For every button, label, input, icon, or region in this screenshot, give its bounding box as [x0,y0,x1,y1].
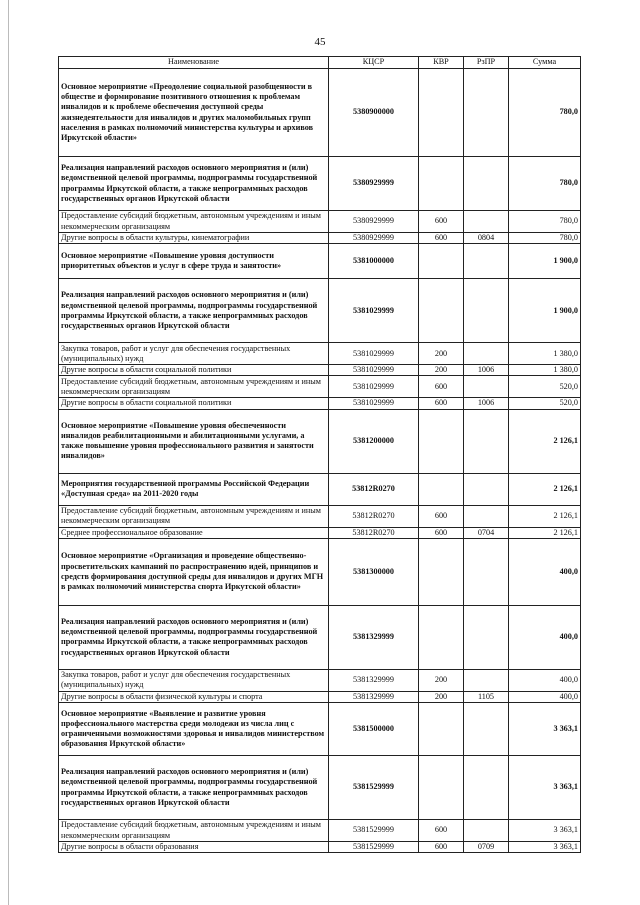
row-kcsr: 5380900000 [329,69,419,157]
row-rzpr [464,409,509,473]
row-rzpr [464,244,509,279]
row-kcsr: 53812R0270 [329,505,419,527]
row-rzpr [464,505,509,527]
table-row [59,691,581,702]
scan-edge [8,0,9,905]
row-name: Мероприятия государственной программы Российской Федерации «Доступная среда» на 2011-2020 годы [59,473,329,505]
row-kcsr: 53812R0270 [329,527,419,538]
row-name: Основное мероприятие «Организация и проведение общественно-просветительских кампаний по распространению идей, принципов и средств формирования доступной среды для инвалидов и других МГН в рамках полномочий министерства спорта Иркутской области» [59,538,329,605]
row-name: Основное мероприятие «Выявление и развитие уровня профессионального мастерства среди молодежи из числа лиц с ограниченными возможностями здоровья и инвалидов министерством образования Иркутской области» [59,703,329,756]
row-kvr: 200 [419,365,464,376]
row-kcsr: 5380929999 [329,211,419,233]
row-sum: 400,0 [509,605,581,669]
row-sum: 3 363,1 [509,842,581,853]
row-kcsr: 53812R0270 [329,473,419,505]
table-header-row [59,57,581,69]
table-row [59,233,581,244]
row-sum: 400,0 [509,538,581,605]
table-row [59,505,581,527]
table-row [59,605,581,669]
table-row [59,703,581,756]
row-name: Предоставление субсидий бюджетным, автономным учреждениям и иным некоммерческим организациям [59,376,329,398]
row-kvr: 600 [419,842,464,853]
header-kvr: КВР [419,57,464,69]
row-sum: 1 380,0 [509,365,581,376]
row-sum: 2 126,1 [509,409,581,473]
table-row [59,157,581,211]
header-name: Наименование [59,57,329,69]
row-kvr [419,244,464,279]
row-name: Другие вопросы в области культуры, кинематографии [59,233,329,244]
row-name: Предоставление субсидий бюджетным, автономным учреждениям и иным некоммерческим организациям [59,820,329,842]
row-kcsr: 5381029999 [329,279,419,343]
row-kvr [419,473,464,505]
budget-table [58,56,581,853]
row-sum: 1 380,0 [509,343,581,365]
header-rzpr: РзПР [464,57,509,69]
row-kcsr: 5381529999 [329,842,419,853]
row-kvr [419,279,464,343]
row-name: Реализация направлений расходов основного мероприятия и (или) ведомственной целевой программы, подпрограммы государственной программы Иркутской области, а также непрограммных расходов государственных органов Иркутской области [59,157,329,211]
table-row [59,376,581,398]
row-name: Основное мероприятие «Повышение уровня обеспеченности инвалидов реабилитационными и абилитационными услугами, а также повышение уровня профессионального развития и занятости инвалидов» [59,409,329,473]
row-sum: 3 363,1 [509,820,581,842]
table-row [59,69,581,157]
row-sum: 780,0 [509,157,581,211]
table-row [59,279,581,343]
row-rzpr: 0709 [464,842,509,853]
row-kvr [419,69,464,157]
row-sum: 1 900,0 [509,244,581,279]
row-sum: 400,0 [509,691,581,702]
row-rzpr [464,756,509,820]
row-name: Другие вопросы в области социальной политики [59,365,329,376]
row-kcsr: 5381329999 [329,691,419,702]
row-kvr [419,756,464,820]
table-row [59,669,581,691]
header-kcsr: КЦСР [329,57,419,69]
row-kcsr: 5381029999 [329,398,419,409]
table-row [59,842,581,853]
row-sum: 3 363,1 [509,756,581,820]
row-kvr: 600 [419,527,464,538]
row-kcsr: 5381529999 [329,756,419,820]
row-sum: 520,0 [509,376,581,398]
row-name: Основное мероприятие «Повышение уровня доступности приоритетных объектов и услуг в сфере труда и занятости» [59,244,329,279]
row-kvr: 200 [419,691,464,702]
row-kvr [419,538,464,605]
row-kcsr: 5381029999 [329,376,419,398]
row-kcsr: 5381329999 [329,669,419,691]
row-rzpr [464,69,509,157]
row-rzpr: 1006 [464,365,509,376]
row-kcsr: 5381329999 [329,605,419,669]
header-sum: Сумма [509,57,581,69]
row-kcsr: 5381300000 [329,538,419,605]
row-rzpr [464,605,509,669]
row-name: Предоставление субсидий бюджетным, автономным учреждениям и иным некоммерческим организациям [59,211,329,233]
table-row [59,244,581,279]
table-row [59,398,581,409]
row-sum: 2 126,1 [509,505,581,527]
row-rzpr [464,376,509,398]
row-sum: 780,0 [509,211,581,233]
row-kvr: 600 [419,820,464,842]
row-kvr [419,703,464,756]
row-name: Реализация направлений расходов основного мероприятия и (или) ведомственной целевой программы, подпрограммы государственной программы Иркутской области, а также непрограммных расходов государственных органов Иркутской области [59,756,329,820]
row-sum: 400,0 [509,669,581,691]
row-kvr [419,605,464,669]
row-name: Другие вопросы в области социальной политики [59,398,329,409]
page-number: 45 [314,36,326,48]
row-kvr: 600 [419,505,464,527]
row-rzpr [464,157,509,211]
table-row [59,343,581,365]
row-name: Среднее профессиональное образование [59,527,329,538]
row-name: Закупка товаров, работ и услуг для обеспечения государственных (муниципальных) нужд [59,343,329,365]
row-name: Предоставление субсидий бюджетным, автономным учреждениям и иным некоммерческим организациям [59,505,329,527]
row-name: Реализация направлений расходов основного мероприятия и (или) ведомственной целевой программы, подпрограммы государственной программы Иркутской области, а также непрограммных расходов государственных органов Иркутской области [59,605,329,669]
row-sum: 2 126,1 [509,527,581,538]
table-row [59,820,581,842]
row-rzpr [464,820,509,842]
row-name: Другие вопросы в области образования [59,842,329,853]
row-kcsr: 5381000000 [329,244,419,279]
table-row [59,211,581,233]
row-rzpr: 1105 [464,691,509,702]
table-row [59,527,581,538]
table-row [59,538,581,605]
row-name: Основное мероприятие «Преодоление социальной разобщенности в обществе и формирование позитивного отношения к проблемам инвалидов и к проблеме обеспечения доступной среды жизнедеятельности для инвалидов и других маломобильных групп населения в рамках полномочий министерства культуры и архивов Иркутской области» [59,69,329,157]
row-kcsr: 5381529999 [329,820,419,842]
row-kvr [419,157,464,211]
row-kcsr: 5381029999 [329,343,419,365]
table-row [59,365,581,376]
row-sum: 780,0 [509,233,581,244]
row-name: Другие вопросы в области физической культуры и спорта [59,691,329,702]
row-sum: 3 363,1 [509,703,581,756]
row-sum: 780,0 [509,69,581,157]
row-rzpr: 0804 [464,233,509,244]
row-kvr: 600 [419,233,464,244]
table-row [59,473,581,505]
row-rzpr [464,343,509,365]
row-kvr [419,409,464,473]
row-kvr: 200 [419,669,464,691]
row-kvr: 600 [419,211,464,233]
row-kcsr: 5381200000 [329,409,419,473]
row-kcsr: 5381029999 [329,365,419,376]
row-rzpr [464,703,509,756]
row-rzpr [464,669,509,691]
row-kcsr: 5380929999 [329,233,419,244]
table-row [59,756,581,820]
row-rzpr [464,211,509,233]
row-rzpr: 1006 [464,398,509,409]
row-sum: 1 900,0 [509,279,581,343]
row-kvr: 600 [419,376,464,398]
row-kcsr: 5381500000 [329,703,419,756]
row-kcsr: 5380929999 [329,157,419,211]
row-sum: 520,0 [509,398,581,409]
row-name: Закупка товаров, работ и услуг для обеспечения государственных (муниципальных) нужд [59,669,329,691]
row-sum: 2 126,1 [509,473,581,505]
row-kvr: 200 [419,343,464,365]
table-row [59,409,581,473]
row-rzpr [464,473,509,505]
row-rzpr [464,538,509,605]
row-rzpr [464,279,509,343]
row-kvr: 600 [419,398,464,409]
row-name: Реализация направлений расходов основного мероприятия и (или) ведомственной целевой программы, подпрограммы государственной программы Иркутской области, а также непрограммных расходов государственных органов Иркутской области [59,279,329,343]
row-rzpr: 0704 [464,527,509,538]
